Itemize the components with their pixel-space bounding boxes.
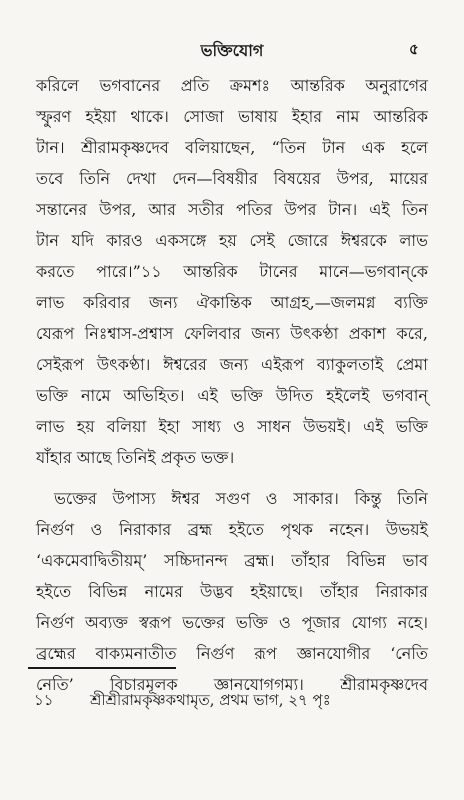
word: উপর, <box>99 200 137 219</box>
word: করিলে <box>36 76 79 95</box>
text-line <box>36 225 428 256</box>
word: নির্গুণ <box>196 644 235 663</box>
text-line <box>36 256 428 287</box>
word: ও <box>265 489 278 508</box>
word: উদ্ভব <box>200 582 234 601</box>
word: যেরূপ <box>36 324 75 343</box>
word: বিচারমূলক <box>110 675 178 694</box>
word: তিন <box>401 200 428 219</box>
word: জ্ঞানযোগীর <box>296 644 371 663</box>
word: সেই <box>249 231 275 250</box>
word: লাভ <box>399 231 428 250</box>
text-line <box>36 638 428 669</box>
word: সগুণ <box>215 489 251 508</box>
word: সতীর <box>187 200 224 219</box>
word: কিন্তু <box>354 489 382 508</box>
word: বিভিন্ন <box>346 551 386 570</box>
word: ভগবানের <box>99 76 161 95</box>
word: আন্তরিক <box>373 107 428 126</box>
word: সাধন <box>257 417 291 436</box>
word: অব্যক্ত <box>85 613 128 632</box>
word: যোগ্য <box>351 613 387 632</box>
word: একসঙ্গে <box>155 231 207 250</box>
running-header-title: ভক্তিযোগ <box>200 41 264 60</box>
word: জন্য <box>219 355 249 374</box>
word: দেন—বিষয়ীর <box>172 169 258 188</box>
word: থাকে। <box>130 107 169 126</box>
word: উভয়ই। <box>303 417 351 436</box>
word: প্রেমা <box>395 355 428 374</box>
word: ইহা <box>158 417 180 436</box>
text-line <box>36 132 428 163</box>
word: নামে <box>80 386 111 405</box>
word: ভক্তের <box>54 489 97 508</box>
word: ব্রহ্ম <box>187 520 213 539</box>
text-line <box>36 607 428 638</box>
word: করে, <box>396 324 428 343</box>
word: ‘একমেবাদ্বিতীয়ম্‌’ <box>36 551 148 570</box>
word: টান <box>36 231 59 250</box>
word: এক <box>361 138 385 157</box>
word: তিনি <box>397 489 428 508</box>
word: প্রতি <box>180 76 210 95</box>
word: নিরাকার <box>375 582 428 601</box>
word: ঈশ্বরের <box>163 355 207 374</box>
word: ‘নেতি <box>390 644 428 663</box>
word: মানে—ভগবান্‌কে <box>319 262 428 281</box>
word: হয় <box>76 417 95 436</box>
word: ভাব <box>402 551 428 570</box>
word: তিনি <box>79 169 111 188</box>
word: করিবার <box>83 293 131 312</box>
text-line <box>36 194 428 225</box>
word: নিঃশ্বাস-প্রশ্বাস <box>84 324 174 343</box>
word: নিরাকার <box>118 520 172 539</box>
footnote-text: শ্রীশ্রীরামকৃষ্ণকথামৃত, প্রথম ভাগ, ২৭ পৃঃ <box>90 691 331 709</box>
word: হলে <box>401 138 428 157</box>
word: ফেলিবার <box>183 324 241 343</box>
word: নির্গুণ <box>36 520 74 539</box>
word: এইরূপ <box>261 355 305 374</box>
word: পূজার <box>301 613 341 632</box>
word: জন্য <box>251 324 280 343</box>
word: আন্তরিক <box>290 76 345 95</box>
word: তবে <box>36 169 64 188</box>
word: ঈশ্বরকে <box>340 231 387 250</box>
word: পৃথক <box>280 520 313 539</box>
word: হইতে <box>228 520 264 539</box>
text-line <box>36 545 428 576</box>
word: পতির <box>236 200 273 219</box>
word: তাঁহার <box>320 582 359 601</box>
text-line <box>36 483 428 514</box>
text-line <box>36 380 428 411</box>
word: এই <box>197 386 218 405</box>
word: নহে। <box>397 613 428 632</box>
word: ব্যক্তি <box>394 293 428 312</box>
text-line <box>36 70 428 101</box>
word: নির্গুণ <box>36 613 74 632</box>
text-line <box>36 287 428 318</box>
paragraph-gap <box>36 473 428 483</box>
word: সন্তানের <box>36 200 88 219</box>
word: সাধ্য <box>192 417 221 436</box>
word: এই <box>363 417 384 436</box>
text-line <box>36 349 428 380</box>
word: ঈশ্বর <box>171 489 200 508</box>
word: যদি <box>71 231 94 250</box>
word: বাক্যমনাতীত <box>95 644 177 663</box>
text-line <box>36 101 428 132</box>
word: ও <box>233 417 245 436</box>
word: বিষয়ের <box>273 169 321 188</box>
word: সচ্চিদানন্দ <box>164 551 228 570</box>
word: স্ফুরণ <box>36 107 72 126</box>
word: ভক্তি <box>235 613 268 632</box>
text-line <box>36 576 428 607</box>
word: ভক্তি <box>230 386 263 405</box>
word: আর <box>148 200 176 219</box>
text-line: যাঁহার আছে তিনিই প্রকৃত ভক্ত। <box>36 448 235 467</box>
word: স্বরূপ <box>138 613 172 632</box>
word: ব্রহ্মের <box>36 644 76 663</box>
word: ভক্তি <box>36 386 69 405</box>
word: উৎকণ্ঠা <box>290 324 339 343</box>
word: হইয়া <box>85 107 117 126</box>
word: প্রকাশ <box>348 324 386 343</box>
word: টান। <box>328 200 358 219</box>
word: করতে <box>36 262 75 281</box>
word: জন্য <box>149 293 178 312</box>
word: নহেন। <box>329 520 370 539</box>
text-line <box>36 163 428 194</box>
word: “তিন <box>271 138 306 157</box>
word: লাভ <box>36 293 65 312</box>
word: এই <box>369 200 390 219</box>
word: ভগবান্‌ <box>382 386 428 405</box>
word: ইহার <box>291 107 323 126</box>
word: জোরে <box>287 231 329 250</box>
word: উপর, <box>336 169 374 188</box>
word: জ্ঞানযোগগম্য। <box>213 675 304 694</box>
word: কারও <box>106 231 143 250</box>
word: ভক্তের <box>182 613 225 632</box>
word: ক্রমশঃ <box>229 76 271 95</box>
word: শ্রীরামকৃষ্ণদেব <box>340 675 428 694</box>
footnote-number: ১১ <box>34 691 54 709</box>
body-text <box>36 70 428 700</box>
word: লাভ <box>36 417 65 436</box>
text-line <box>36 514 428 545</box>
word: ব্যাকুলতাই <box>316 355 384 374</box>
word: উভয়ই <box>385 520 428 539</box>
word: টানের <box>259 262 298 281</box>
word: পারে।”১১ <box>96 262 162 281</box>
word: ও <box>90 520 103 539</box>
word: হয় <box>219 231 237 250</box>
word: বিভিন্ন <box>88 582 128 601</box>
word: উদিত <box>275 386 314 405</box>
word: আন্তরিক <box>183 262 238 281</box>
word: উপর <box>284 200 317 219</box>
word: শ্রীরামকৃষ্ণদেব <box>80 138 169 157</box>
word: হইতে <box>36 582 72 601</box>
word: ব্রহ্ম। <box>244 551 275 570</box>
footnote-rule <box>28 667 176 669</box>
text-line <box>36 318 428 349</box>
paragraph-1 <box>36 70 428 473</box>
word: সোজা <box>183 107 224 126</box>
word: দেখা <box>126 169 157 188</box>
word: নাম <box>336 107 360 126</box>
word: হইলেই <box>326 386 370 405</box>
word: অভিহিত। <box>123 386 185 405</box>
word: ভাষায় <box>238 107 278 126</box>
word: ঐকান্তিক <box>196 293 252 312</box>
word: সেইরূপ <box>36 355 84 374</box>
word: নামের <box>144 582 183 601</box>
word: রূপ <box>254 644 277 663</box>
word: তাঁহার <box>291 551 330 570</box>
word: নেতি’ <box>36 675 74 694</box>
word: মায়ের <box>389 169 428 188</box>
word: টান <box>322 138 346 157</box>
text-line <box>36 411 428 442</box>
word: আগ্রহ,—জলমগ্ন <box>270 293 376 312</box>
word: সাকার। <box>293 489 339 508</box>
word: হইয়াছে। <box>250 582 303 601</box>
word: উৎকণ্ঠা। <box>96 355 151 374</box>
word: টান। <box>36 138 65 157</box>
page-number: ৫ <box>409 40 419 58</box>
word: ও <box>278 613 291 632</box>
word: বলিয়াছেন, <box>185 138 256 157</box>
word: বলিয়া <box>106 417 147 436</box>
word: ভক্তি <box>395 417 428 436</box>
footnote <box>34 689 331 714</box>
word: অনুরাগের <box>365 76 428 95</box>
word: উপাস্য <box>112 489 156 508</box>
